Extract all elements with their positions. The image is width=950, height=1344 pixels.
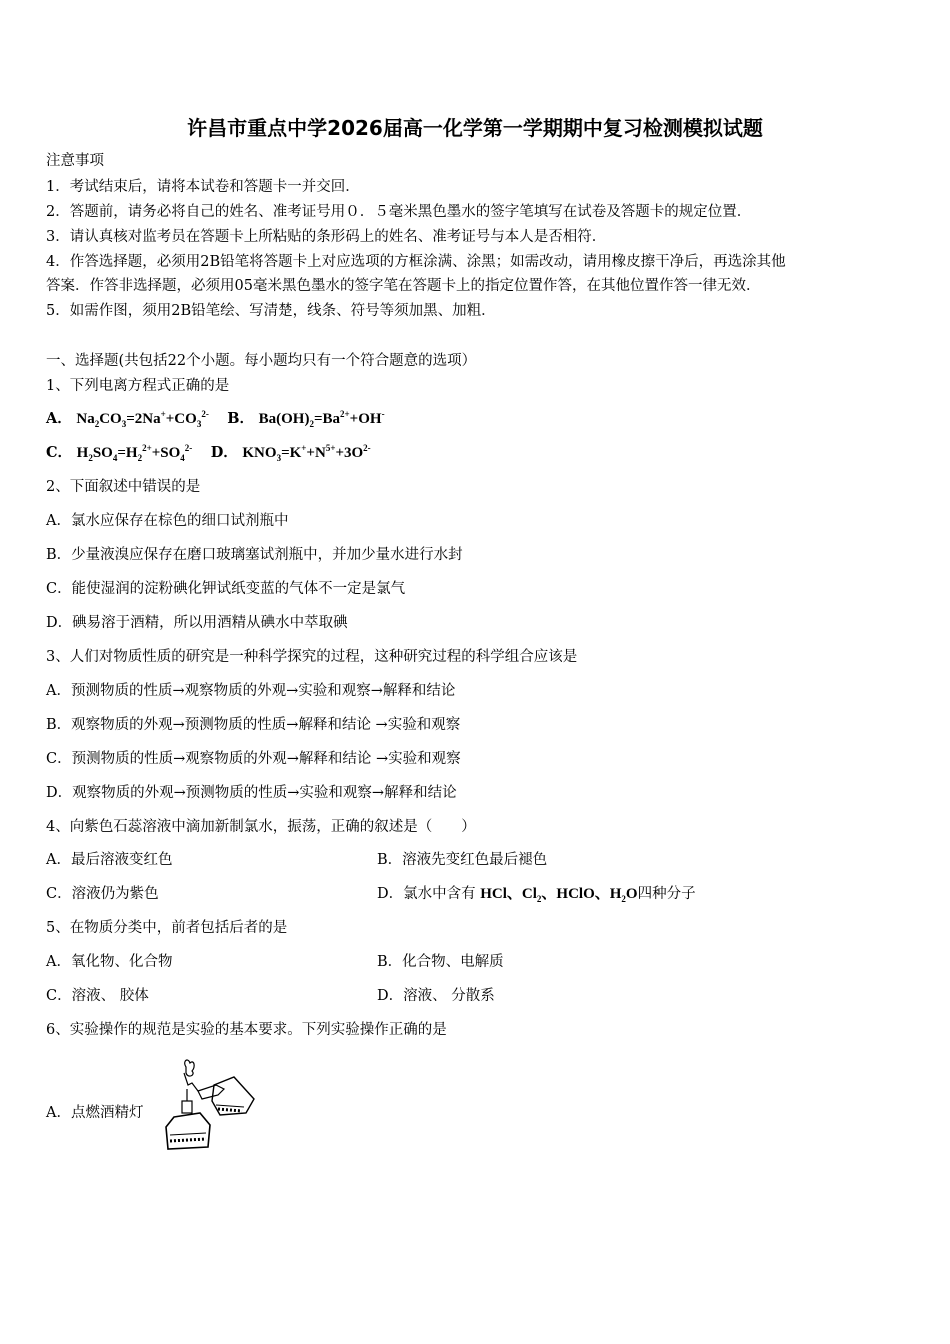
question-3-stem: 3、人们对物质性质的研究是一种科学探究的过程，这种研究过程的科学组合应该是 xyxy=(46,649,578,665)
question-3-option: B．观察物质的外观→预测物质的性质→解释和结论 →实验和观察 xyxy=(46,717,461,733)
notice-item: 4．作答选择题，必须用2B铅笔将答题卡上对应选项的方框涂满、涂黑；如需改动，请用橡皮擦干净后，再选涂其他 xyxy=(46,254,786,270)
question-3-option: A．预测物质的性质→观察物质的外观→实验和观察→解释和结论 xyxy=(46,683,456,699)
notice-item: 5．如需作图，须用2B铅笔绘、写清楚，线条、符号等须加黑、加粗． xyxy=(46,303,496,319)
option-label: C． xyxy=(46,444,73,461)
notice-item: 3．请认真核对监考员在答题卡上所粘贴的条形码上的姓名、准考证号与本人是否相符． xyxy=(46,229,607,245)
notice-heading: 注意事项 xyxy=(46,153,104,169)
question-6-option-a: A．点燃酒精灯 xyxy=(46,1105,144,1121)
question-5-option-a: A．氧化物、化合物 xyxy=(46,954,173,970)
question-1-stem: 1、下列电离方程式正确的是 xyxy=(46,378,230,394)
question-2-option: B．少量液溴应保存在磨口玻璃塞试剂瓶中，并加少量水进行水封 xyxy=(46,547,463,563)
question-5-option-b: B．化合物、电解质 xyxy=(377,954,504,970)
question-2-stem: 2、下面叙述中错误的是 xyxy=(46,479,201,495)
question-2-option: D．碘易溶于酒精，所以用酒精从碘水中萃取碘 xyxy=(46,615,348,631)
option-label: B． xyxy=(227,410,255,427)
notice-item: 2．答题前，请务必将自己的姓名、准考证号用０．５毫米黑色墨水的签字笔填写在试卷及答题卡的规定位置． xyxy=(46,204,752,220)
question-4-stem: 4、向紫色石蕊溶液中滴加新制氯水，振荡，正确的叙述是（ ） xyxy=(46,819,476,835)
question-6-stem: 6、实验操作的规范是实验的基本要求。下列实验操作正确的是 xyxy=(46,1022,447,1038)
option-a-formula: $Na_2CO_3=2Na^++CO_3^{2-}$ xyxy=(76,409,209,429)
notice-item: 答案．作答非选择题，必须用05毫米黑色墨水的签字笔在答题卡上的指定位置作答，在其他位置作答一律无效． xyxy=(46,278,761,294)
option-d-suffix: 四种分子 xyxy=(637,886,696,902)
alcohol-lamp-illustration xyxy=(158,1055,258,1155)
question-5-option-d: D．溶液、 分散系 xyxy=(377,988,495,1004)
option-b-formula: $Ba(OH)_2=Ba^{2+}+OH^-$ xyxy=(258,409,385,429)
page-title: 许昌市重点中学2026届高一化学第一学期期中复习检测模拟试题 xyxy=(187,116,763,140)
question-4-option-c: C．溶液仍为紫色 xyxy=(46,886,159,902)
question-2-option: A．氯水应保存在棕色的细口试剂瓶中 xyxy=(46,513,289,529)
section-heading: 一、选择题(共包括22个小题。每小题均只有一个符合题意的选项） xyxy=(46,353,477,369)
question-5-stem: 5、在物质分类中，前者包括后者的是 xyxy=(46,920,288,936)
question-4-option-b: B．溶液先变红色最后褪色 xyxy=(377,852,548,868)
question-1-options-cd xyxy=(46,443,371,463)
option-d-prefix: D．氯水中含有 xyxy=(377,886,476,902)
question-4-option-d xyxy=(377,884,696,904)
question-3-option: D．观察物质的外观→预测物质的性质→实验和观察→解释和结论 xyxy=(46,785,457,801)
question-2-option: C．能使湿润的淀粉碘化钾试纸变蓝的气体不一定是氯气 xyxy=(46,581,406,597)
question-5-option-c: C．溶液、 胶体 xyxy=(46,988,149,1004)
notice-item: 1．考试结束后，请将本试卷和答题卡一并交回． xyxy=(46,179,360,195)
question-4-option-a: A．最后溶液变红色 xyxy=(46,852,173,868)
question-1-options-ab xyxy=(46,409,385,429)
option-c-formula: $H_2SO_4=H_2^{2+}+SO_4^{2-}$ xyxy=(76,443,193,463)
question-3-option: C．预测物质的性质→观察物质的外观→解释和结论 →实验和观察 xyxy=(46,751,461,767)
option-d-formulas: HCl、$Cl_2$、HClO、$H_2O$ xyxy=(480,886,638,904)
option-label: A． xyxy=(46,410,72,427)
option-label: D． xyxy=(210,444,238,461)
option-d-formula: $KNO_3=K^++N^{5+}+3O^{2-}$ xyxy=(242,443,371,463)
